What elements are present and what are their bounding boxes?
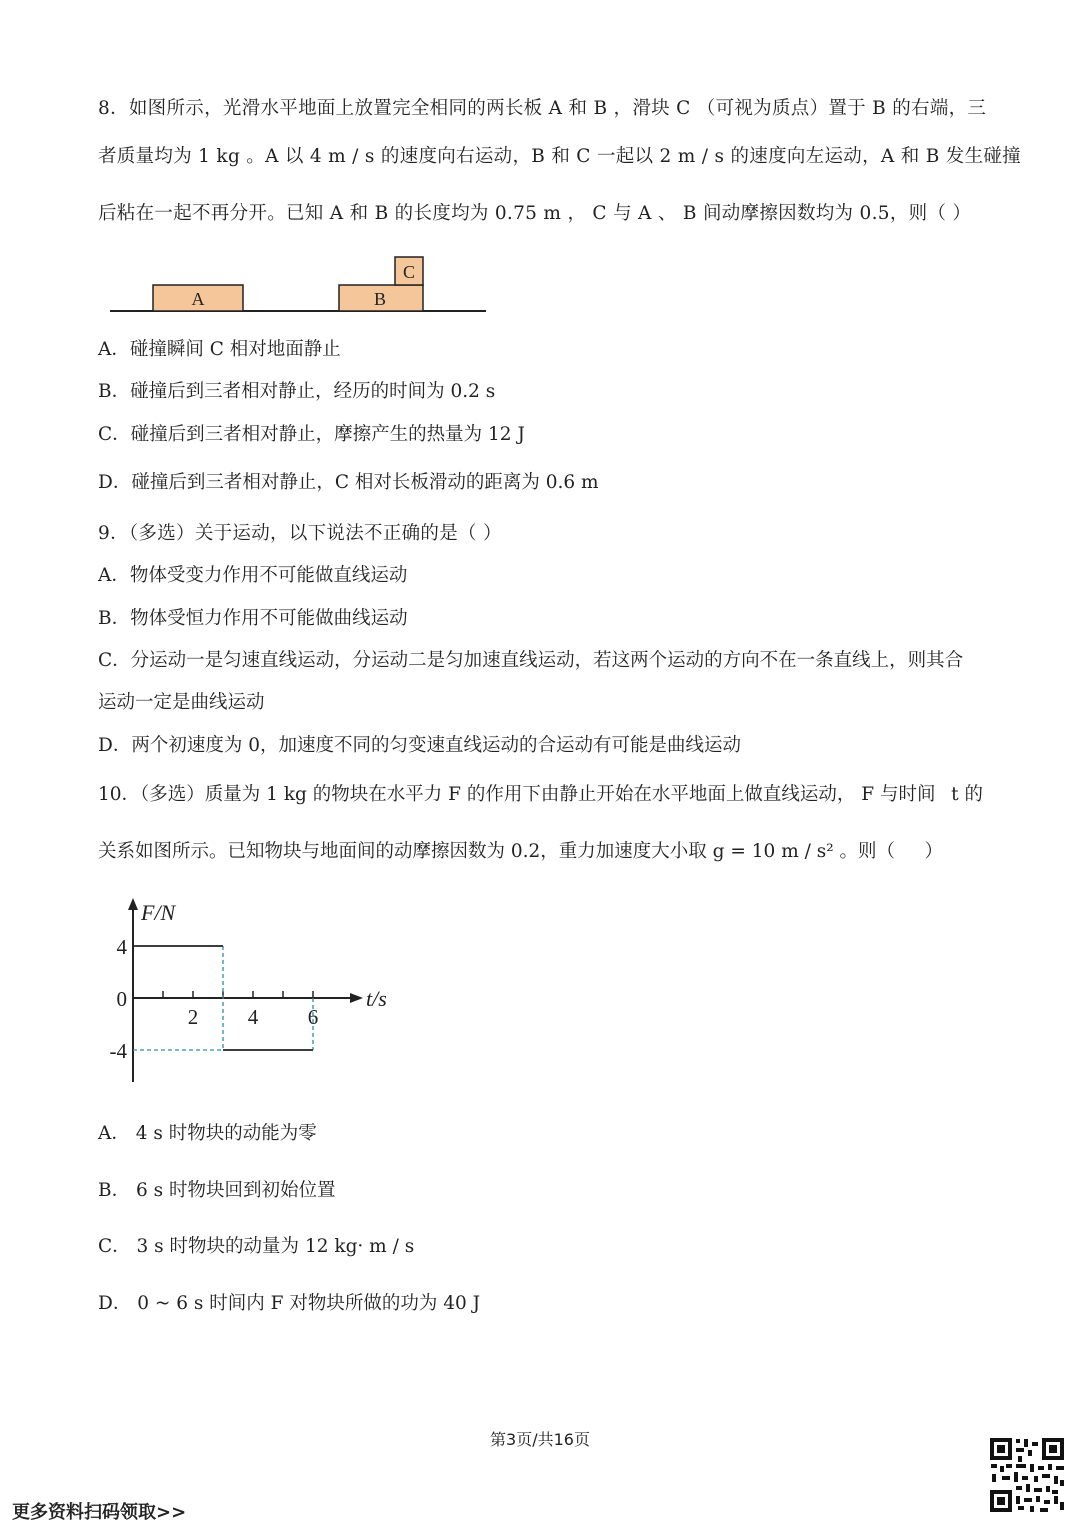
q8-line-1: 8．如图所示，光滑水平地面上放置完全相同的两长板 A 和 B ，滑块 C （可视为质点）置于 B 的右端，三 xyxy=(98,98,987,119)
page-number: 第3页/共16页 xyxy=(490,1430,590,1449)
q9-option-c: C．分运动一是匀速直线运动，分运动二是匀加速直线运动，若这两个运动的方向不在一条直线上，则其合 xyxy=(98,650,964,671)
q8-option-d: D．碰撞后到三者相对静止，C 相对长板滑动的距离为 0.6 m xyxy=(98,472,599,493)
q10-option-a: A． 4 s 时物块的动能为零 xyxy=(98,1123,317,1144)
x-tick-label: 6 xyxy=(307,1005,319,1029)
q10-line-1 xyxy=(98,780,983,806)
q8-line-3: 后粘在一起不再分开。已知 A 和 B 的长度均为 0.75 m ， C 与 A 、 B 间动摩擦因数均为 0.5，则（ ） xyxy=(98,203,972,224)
q10-line-1-left: 10．（多选）质量为 1 kg 的物块在水平力 F 的作用下由静止开始在水平地面上做直线运动， F 与时间 xyxy=(98,784,936,805)
x-tick-label: 2 xyxy=(187,1005,199,1029)
q9-stem: 9．（多选）关于运动，以下说法不正确的是（ ） xyxy=(98,523,502,544)
q10-line-2-left: 关系如图所示。已知物块与地面间的动摩擦因数为 0.2，重力加速度大小取 g = 10 m / s² 。则（ xyxy=(98,841,896,862)
f-t-chart xyxy=(100,890,410,1090)
board-a-label: A xyxy=(191,289,205,309)
q8-option-b: B．碰撞后到三者相对静止，经历的时间为 0.2 s xyxy=(98,381,496,402)
y-tick-label: 0 xyxy=(116,987,127,1011)
q10-line-2-right: ） xyxy=(924,841,943,862)
q10-option-b: B． 6 s 时物块回到初始位置 xyxy=(98,1180,336,1201)
board-b-label: B xyxy=(373,289,387,309)
q9-option-d: D．两个初速度为 0，加速度不同的匀变速直线运动的合运动有可能是曲线运动 xyxy=(98,735,741,756)
q10-line-1-right: t 的 xyxy=(951,784,983,805)
y-tick-label: 4 xyxy=(116,935,127,959)
y-axis-label: F/N xyxy=(141,900,176,925)
q10-option-c: C． 3 s 时物块的动量为 12 kg· m / s xyxy=(98,1236,415,1257)
y-tick-label: -4 xyxy=(109,1039,127,1063)
x-tick-label: 4 xyxy=(247,1005,259,1029)
q9-option-c-cont: 运动一定是曲线运动 xyxy=(98,692,265,713)
x-axis-arrow xyxy=(350,993,363,1003)
q8-option-a: A．碰撞瞬间 C 相对地面静止 xyxy=(98,339,341,360)
q9-option-a: A．物体受变力作用不可能做直线运动 xyxy=(98,565,408,586)
more-resources-link[interactable]: 更多资料扫码领取>> xyxy=(12,1502,187,1523)
slider-c-label: C xyxy=(402,262,416,282)
qr-code[interactable] xyxy=(988,1436,1066,1514)
q10-option-d: D． 0 ~ 6 s 时间内 F 对物块所做的功为 40 J xyxy=(98,1293,481,1314)
q10-line-2 xyxy=(98,837,983,863)
x-axis-label: t/s xyxy=(366,986,387,1011)
q9-option-b: B．物体受恒力作用不可能做曲线运动 xyxy=(98,608,408,629)
q8-option-c: C．碰撞后到三者相对静止，摩擦产生的热量为 12 J xyxy=(98,424,525,445)
y-axis-arrow xyxy=(128,898,138,910)
q8-figure xyxy=(108,254,488,316)
q8-line-2: 者质量均为 1 kg 。A 以 4 m / s 的速度向右运动，B 和 C 一起以 2 m / s 的速度向左运动，A 和 B 发生碰撞 xyxy=(98,146,1021,167)
